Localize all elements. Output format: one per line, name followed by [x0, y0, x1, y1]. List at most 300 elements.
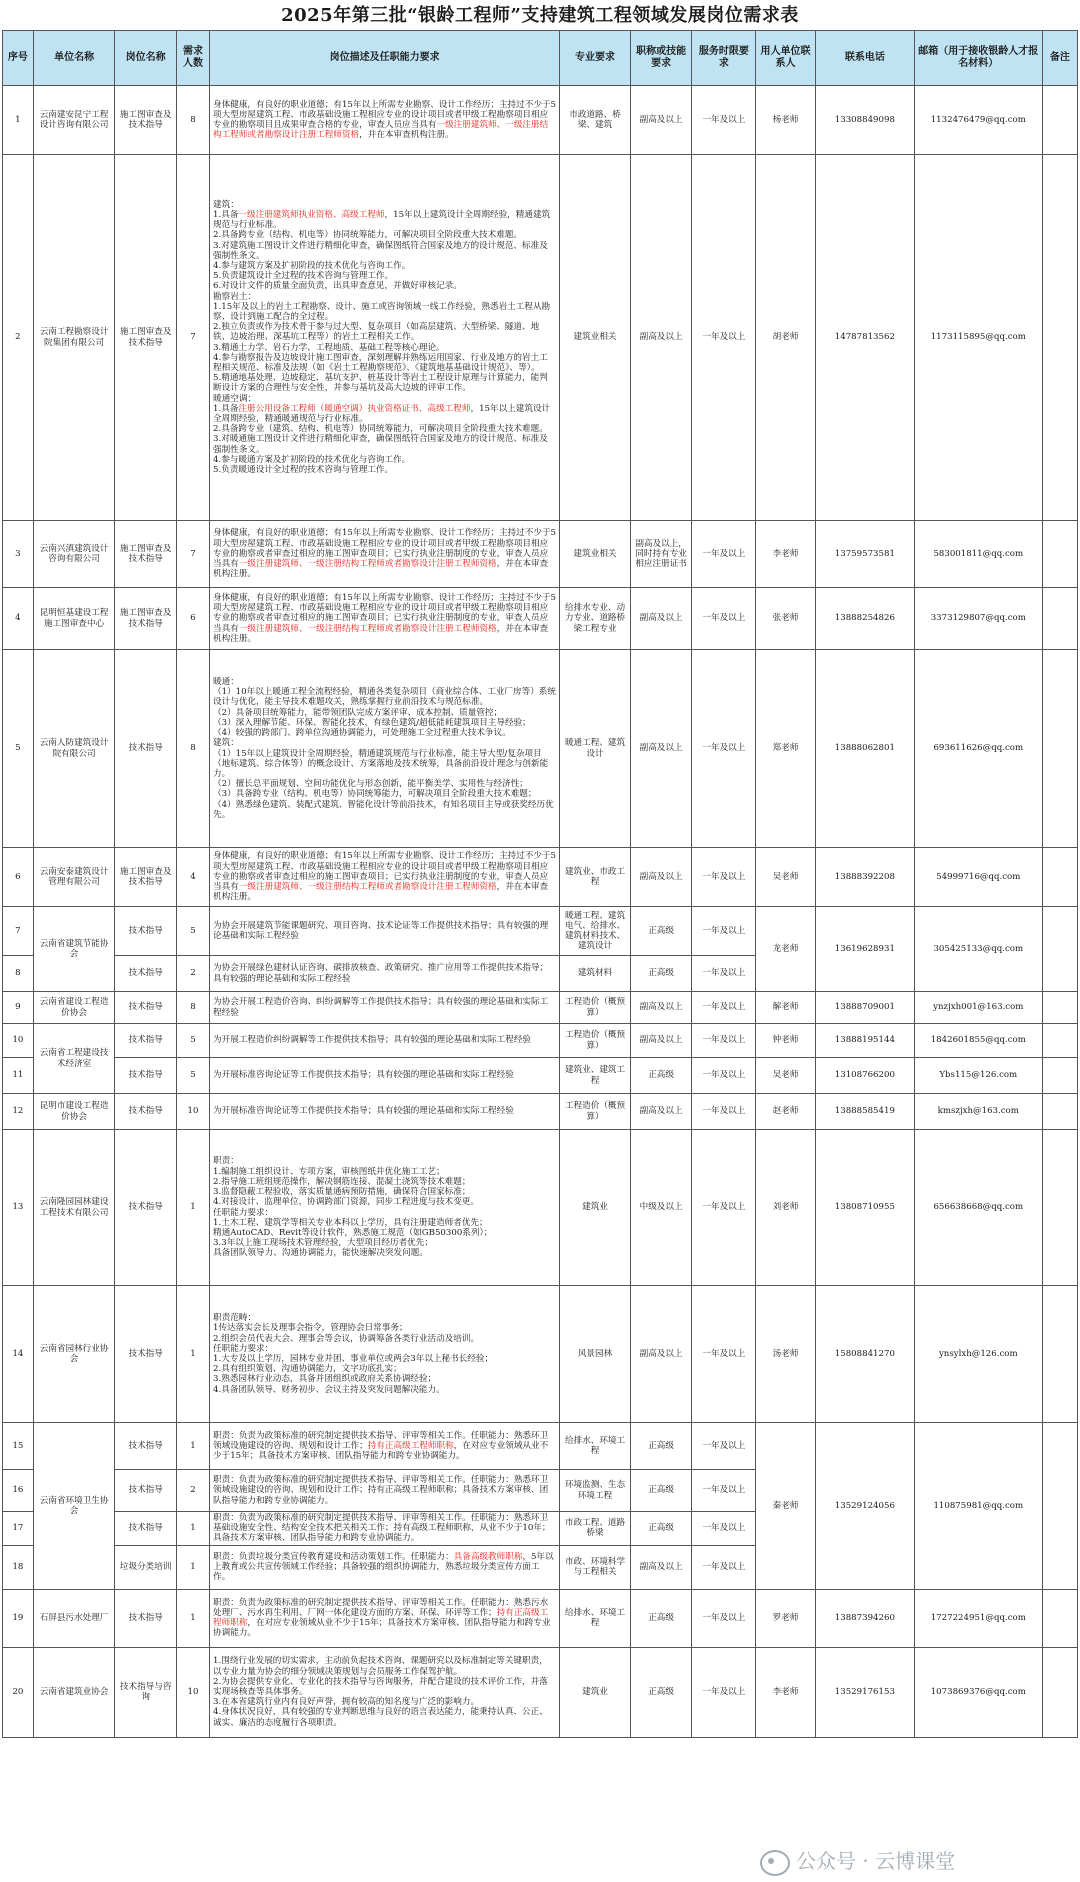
cell-title-req: 中级及以上	[630, 1130, 692, 1286]
cell-org: 云南省环境卫生协会	[33, 1423, 115, 1590]
desc-line: 1.土木工程、建筑学等相关专业本科以上学历，具有注册建造师者优先；	[213, 1217, 488, 1228]
desc-section-title: 暖通空调：	[213, 393, 257, 404]
desc-line: 1.围绕行业发展的切实需求，主动前负起技术咨询、课题研究以及标准制定等关键职责，以专业力量为协会的细分领域决策规划与会员服务工作保驾护航。	[213, 1656, 548, 1677]
table-row	[3, 1130, 1078, 1286]
cell-org: 云南人防建筑设计院有限公司	[33, 650, 115, 848]
cell-service: 一年及以上	[692, 1589, 756, 1647]
cell-contact: 李老师	[756, 1647, 815, 1737]
desc-line: 4.具备团队领导、财务初步、会议主持及突发问题解决能力。	[213, 1384, 445, 1395]
cell-no: 13	[3, 1130, 34, 1286]
cell-desc: 为协会开展绿色建材认证咨询、碳排放核查、政策研究、推广应用等工作提供技术指导；具有较强的理论基础和实际工程经验	[210, 956, 560, 992]
cell-contact: 赵老师	[756, 1094, 815, 1130]
col-email: 邮箱（用于接收银龄人才报名材料）	[914, 31, 1042, 86]
cell-contact: 李老师	[756, 521, 815, 588]
cell-count: 1	[177, 1589, 210, 1647]
cell-service: 一年及以上	[692, 588, 756, 650]
watermark-text: 公众号 · 云博课堂	[796, 1849, 956, 1873]
cell-phone: 13888254826	[815, 588, 914, 650]
cell-major: 建筑业、建筑工程	[560, 1058, 630, 1094]
desc-highlight: 注册公用设备工程师（暖通空调）执业资格证书、高级工程师	[238, 403, 471, 414]
desc-highlight: 一级注册建筑师、一级注册结构工程师或者勘察设计注册工程师资格	[238, 623, 497, 634]
cell-contact: 张老师	[756, 588, 815, 650]
cell-email: 305425133@qq.com	[914, 907, 1042, 992]
cell-service: 一年及以上	[692, 907, 756, 956]
wechat-icon	[760, 1850, 790, 1876]
desc-line: 3.在本省建筑行业内有良好声誉，拥有较高的知名度与广泛的影响力。	[213, 1697, 480, 1708]
cell-org: 云南隆园园林建设工程技术有限公司	[33, 1130, 115, 1286]
desc-section-title: 勘察岩土：	[213, 291, 257, 302]
cell-org: 云南省园林行业协会	[33, 1286, 115, 1423]
desc-line: （4）较强的跨部门、跨单位沟通协调能力，可处理施工全过程重大技术争议。	[213, 728, 511, 739]
desc-line: 4.对接设计、监理单位，协调跨部门资源，同步工程进度与技术变更。	[213, 1197, 480, 1208]
cell-org: 石屏县污水处理厂	[33, 1589, 115, 1647]
table-row	[3, 155, 1078, 521]
cell-service: 一年及以上	[692, 1512, 756, 1546]
cell-title-req: 正高级	[630, 1512, 692, 1546]
desc-line: 6.对设计文件的质量全面负责，出具审查意见，并做好审核记录。	[213, 281, 462, 292]
cell-email: 1842601855@qq.com	[914, 1024, 1042, 1058]
cell-major: 工程造价（概预算）	[560, 1094, 630, 1130]
cell-email: 3373129807@qq.com	[914, 588, 1042, 650]
cell-no: 16	[3, 1470, 34, 1512]
cell-contact: 解老师	[756, 992, 815, 1024]
table-row	[3, 1589, 1078, 1647]
cell-desc: 职责：负责为政策标准的研究制定提供技术指导、评审等相关工作。任职能力：熟悉污水处理厂、污水再生利用、厂网一体化建设方面的方案、环保、环评等工作；持有正高级工程师职称，在对应专业领域从业不少于15年；具备技术方案审核、团队指导能力和跨专业协调能力。	[210, 1589, 560, 1647]
cell-service: 一年及以上	[692, 848, 756, 907]
cell-note	[1042, 1423, 1077, 1590]
cell-post: 技术指导	[115, 1512, 177, 1546]
cell-email: 110875981@qq.com	[914, 1423, 1042, 1590]
cell-email: ynsylxh@126.com	[914, 1286, 1042, 1423]
cell-post: 技术指导	[115, 956, 177, 992]
desc-line: 4.参与建筑方案及扩初阶段的技术优化与咨询工作。	[213, 260, 411, 271]
cell-email: 583001811@qq.com	[914, 521, 1042, 588]
cell-count: 8	[177, 650, 210, 848]
cell-note	[1042, 907, 1077, 992]
cell-note	[1042, 155, 1077, 521]
cell-count: 1	[177, 1545, 210, 1589]
desc-lines	[213, 677, 556, 820]
cell-service: 一年及以上	[692, 1286, 756, 1423]
cell-email: 54999716@qq.com	[914, 848, 1042, 907]
cell-count: 1	[177, 1512, 210, 1546]
cell-no: 8	[3, 956, 34, 992]
table-row	[3, 1058, 1078, 1094]
table-row	[3, 588, 1078, 650]
cell-count: 5	[177, 1024, 210, 1058]
cell-post: 技术指导	[115, 1024, 177, 1058]
cell-contact: 秦老师	[756, 1423, 815, 1590]
table-row	[3, 992, 1078, 1024]
cell-count: 7	[177, 155, 210, 521]
cell-count: 1	[177, 1423, 210, 1470]
cell-count: 1	[177, 1130, 210, 1286]
cell-no: 1	[3, 86, 34, 155]
cell-major: 暖通工程、建筑电气、给排水、建筑材料技术、建筑设计	[560, 907, 630, 956]
cell-desc: 为协会开展建筑节能课题研究、项目咨询、技术论证等工作提供技术指导；具有较强的理论基础和实际工程经验	[210, 907, 560, 956]
cell-desc: 身体健康，有良好的职业道德；有15年以上所需专业勘察、设计工作经历；主持过不少于5项大型房屋建筑工程、市政基础设施工程相应专业的设计项目或者甲级工程勘察项目相应专业的勘察或者审查过相应的施工图审查项目；已实行执业注册制度的专业，审查人员应当具有一级注册建筑师、一级注册结构工程师或者勘察设计注册工程师资格，并在本审查机构注册。	[210, 521, 560, 588]
cell-post: 技术指导	[115, 1094, 177, 1130]
desc-line: 3.精通土力学、岩石力学、工程地质、基础工程等核心理论。	[213, 342, 445, 353]
cell-email: 1132476479@qq.com	[914, 86, 1042, 155]
cell-title-req: 正高级	[630, 1470, 692, 1512]
desc-line: 任职能力要求：	[213, 1343, 274, 1354]
table-row	[3, 1024, 1078, 1058]
cell-desc: 职责：负责为政策标准的研究制定提供技术指导、评审等相关工作。任职能力：熟悉环卫领域设施建设的咨询、规划和设计工作；持有正高级工程师职称，在对应专业领域从业不少于15年；具备技术方案审核、团队指导能力和跨专业协调能力。	[210, 1423, 560, 1470]
desc-text: ，并在本审查机构注册。	[359, 130, 454, 141]
desc-line: 1.具备注册公用设备工程师（暖通空调）执业资格证书、高级工程师，15年以上建筑设计全周期经验，精通暖通规范与行业标准。	[213, 403, 551, 425]
desc-highlight: 一级注册建筑师、一级注册结构工程师或者勘察设计注册工程师资格	[238, 882, 497, 893]
desc-line: （2）具备项目统筹能力，能带领团队完成方案评审、成本控制、质量管控；	[213, 707, 503, 718]
table-row	[3, 1094, 1078, 1130]
cell-contact: 胡老师	[756, 155, 815, 521]
desc-section-title: 建筑：	[213, 199, 239, 210]
desc-line: 2.为协会提供专业化、专业化的技术指导与咨询服务，并配合建设的技术评价工作，并落实现场核查等具体事务。	[213, 1676, 548, 1697]
cell-title-req: 正高级	[630, 956, 692, 992]
cell-note	[1042, 1286, 1077, 1423]
cell-phone: 13888392208	[815, 848, 914, 907]
cell-no: 7	[3, 907, 34, 956]
cell-major: 市政工程、道路桥梁	[560, 1512, 630, 1546]
cell-count: 7	[177, 521, 210, 588]
desc-lines	[213, 1656, 556, 1727]
desc-lines	[213, 1313, 556, 1395]
cell-phone: 13887394260	[815, 1589, 914, 1647]
desc-highlight: 持有正高级工程师职称	[213, 1607, 549, 1629]
cell-desc: 为开展标准咨询论证等工作提供技术指导；具有较强的理论基础和实际工程经验	[210, 1058, 560, 1094]
cell-major: 风景园林	[560, 1286, 630, 1423]
cell-note	[1042, 1130, 1077, 1286]
cell-count: 2	[177, 1470, 210, 1512]
cell-title-req: 副高及以上	[630, 992, 692, 1024]
cell-note	[1042, 650, 1077, 848]
cell-desc: 身体健康，有良好的职业道德；有15年以上所需专业勘察、设计工作经历；主持过不少于5项大型房屋建筑工程、市政基础设施工程相应专业的设计项目或者甲级工程勘察项目相应专业的勘察或者审查过相应的施工图审查项目；已实行执业注册制度的专业，审查人员应当具有一级注册建筑师、一级注册结构工程师或者勘察设计注册工程师资格，并在本审查机构注册。	[210, 848, 560, 907]
cell-phone: 13529124056	[815, 1423, 914, 1590]
table-row	[3, 521, 1078, 588]
cell-service: 一年及以上	[692, 1094, 756, 1130]
col-desc: 岗位描述及任职能力要求	[210, 31, 560, 86]
cell-service: 一年及以上	[692, 1470, 756, 1512]
cell-email: 1173115895@qq.com	[914, 155, 1042, 521]
desc-lines	[213, 302, 556, 394]
cell-major: 给排水、环境工程	[560, 1423, 630, 1470]
cell-phone: 13308849098	[815, 86, 914, 155]
cell-desc: 为协会开展工程造价咨询、纠纷调解等工作提供技术指导；具有较强的理论基础和实际工程经验	[210, 992, 560, 1024]
cell-major: 建筑业、市政工程	[560, 848, 630, 907]
desc-line: 3.对暖通施工图设计文件进行精细化审查，确保图纸符合国家及地方的设计规范、标准及强制性条文。	[213, 434, 548, 455]
cell-major: 市政、环境科学与工程相关	[560, 1545, 630, 1589]
cell-note	[1042, 1647, 1077, 1737]
cell-contact: 钟老师	[756, 1024, 815, 1058]
cell-org: 云南建安昆宁工程设计咨询有限公司	[33, 86, 115, 155]
cell-major: 环境监测、生态环境工程	[560, 1470, 630, 1512]
desc-lines	[213, 424, 556, 475]
desc-line: 4.参与勘察报告及边坡设计施工图审查，深刻理解并熟练运用国家、行业及地方的岩土工程相关规范、标准及法规（如《岩土工程勘察规范》、《建筑地基基础设计规范》、等）。	[213, 352, 548, 373]
cell-title-req: 副高及以上	[630, 1094, 692, 1130]
cell-phone: 13888585419	[815, 1094, 914, 1130]
desc-line: 4.身体状况良好，具有较强的专业判断思维与良好的语言表达能力，能秉持认真、公正、诚实、廉洁的态度履行各项职责。	[213, 1707, 548, 1728]
cell-email: 656638668@qq.com	[914, 1130, 1042, 1286]
desc-line: 建筑：	[213, 738, 239, 749]
cell-post: 施工图审查及技术指导	[115, 521, 177, 588]
cell-major: 建筑业相关	[560, 521, 630, 588]
cell-post: 技术指导	[115, 1058, 177, 1094]
cell-no: 15	[3, 1423, 34, 1470]
cell-major: 暖通工程、建筑设计	[560, 650, 630, 848]
cell-post: 垃圾分类培训	[115, 1545, 177, 1589]
cell-post: 技术指导与咨询	[115, 1647, 177, 1737]
cell-major: 给排水、环境工程	[560, 1589, 630, 1647]
table-row	[3, 848, 1078, 907]
table-row	[3, 907, 1078, 956]
desc-text: 身体健康，有良好的职业道德；有15年以上所需专业勘察、设计工作经历；主持过不少于5项大型房屋建筑工程、市政基础设施工程相应专业的设计项目或者甲级工程勘察项目相应专业的勘察项目且成果审查合格的专业，审查人员应当具有	[213, 99, 556, 130]
col-phone: 联系电话	[815, 31, 914, 86]
cell-contact: 龙老师	[756, 907, 815, 992]
cell-org: 云南安泰建筑设计管理有限公司	[33, 848, 115, 907]
cell-desc: 职责：负责垃圾分类宣传教育建设和活动策划工作。任职能力：具备高级教师职称，5年以上教育或公共宣传领域工作经验；具备较强的组织协调能力，熟悉垃圾分类宣传方面工作。	[210, 1545, 560, 1589]
cell-service: 一年及以上	[692, 1545, 756, 1589]
cell-title-req: 正高级	[630, 1589, 692, 1647]
cell-note	[1042, 1024, 1077, 1058]
cell-post: 施工图审查及技术指导	[115, 848, 177, 907]
col-title-req: 职称或技能要求	[630, 31, 692, 86]
cell-desc: 身体健康，有良好的职业道德；有15年以上所需专业勘察、设计工作经历；主持过不少于5项大型房屋建筑工程、市政基础设施工程相应专业的设计项目或者甲级工程勘察项目相应专业的勘察或者审查过相应的施工图审查项目；已实行执业注册制度的专业，审查人员应当具有一级注册建筑师、一级注册结构工程师或者勘察设计注册工程师资格，并在本审查机构注册。	[210, 588, 560, 650]
cell-service: 一年及以上	[692, 1130, 756, 1286]
desc-line: 2.具备跨专业（建筑、结构、机电等）协同统筹能力，可解决项目全阶段重大技术难题。	[213, 424, 548, 435]
col-org: 单位名称	[33, 31, 115, 86]
desc-line: 2.具有组织策划、沟通协调能力，文字功底扎实；	[213, 1364, 402, 1375]
cell-major: 给排水专业、动力专业、道路桥梁工程专业	[560, 588, 630, 650]
cell-title-req: 副高及以上	[630, 86, 692, 155]
cell-service: 一年及以上	[692, 992, 756, 1024]
page-title: 2025年第三批“银龄工程师”支持建筑工程领域发展岗位需求表	[281, 5, 799, 26]
desc-line: 5.负责建筑设计全过程的技术咨询与管理工作。	[213, 271, 394, 282]
cell-desc	[210, 1286, 560, 1423]
cell-service: 一年及以上	[692, 1423, 756, 1470]
cell-contact: 罗老师	[756, 1589, 815, 1647]
cell-title-req: 正高级	[630, 1058, 692, 1094]
desc-line: 3.熟悉园林行业动态，具备并团组织或政府关系协调经验；	[213, 1374, 437, 1385]
job-demand-table	[2, 30, 1078, 1738]
desc-line: 1.15年及以上的岩土工程勘察、设计、施工或咨询领域一线工作经验，熟悉岩土工程从勘察、设计到施工配合的全过程。	[213, 301, 551, 322]
cell-count: 8	[177, 992, 210, 1024]
watermark	[760, 1845, 1080, 1877]
cell-note	[1042, 86, 1077, 155]
col-count: 需求人数	[177, 31, 210, 86]
header-row	[3, 31, 1078, 86]
cell-contact: 吴老师	[756, 848, 815, 907]
cell-no: 11	[3, 1058, 34, 1094]
cell-phone: 13888709001	[815, 992, 914, 1024]
desc-line: 5.精通地基处理、边坡稳定、基坑支护、桩基设计等岩土工程设计原理与计算能力，能判断设计方案的合理性与安全性，并参与基坑及高大边坡的评审工作。	[213, 373, 548, 394]
cell-contact: 汤老师	[756, 1286, 815, 1423]
cell-title-req: 副高及以上	[630, 1545, 692, 1589]
cell-phone: 13108766200	[815, 1058, 914, 1094]
desc-line: 2.具备跨专业（结构、机电等）协同统筹能力，可解决项目全阶段重大技术难题。	[213, 230, 523, 241]
cell-post: 技术指导	[115, 1589, 177, 1647]
desc-line: 3.3年以上施工现场技术管理经验，大型项目经历者优先；	[213, 1238, 433, 1249]
cell-title-req: 副高及以上	[630, 1024, 692, 1058]
col-post: 岗位名称	[115, 31, 177, 86]
cell-desc: 职责：负责为政策标准的研究制定提供技术指导、评审等相关工作。任职能力：熟悉环卫领域设施建设的咨询、规划和设计工作；持有正高级工程师职称；具备技术方案审核、团队指导能力和跨专业协调能力。	[210, 1470, 560, 1512]
cell-no: 4	[3, 588, 34, 650]
cell-note	[1042, 1094, 1077, 1130]
desc-line: 4.参与暖通方案及扩初阶段的技术优化与咨询工作。	[213, 454, 411, 465]
cell-count: 5	[177, 907, 210, 956]
cell-count: 6	[177, 588, 210, 650]
cell-service: 一年及以上	[692, 155, 756, 521]
cell-post: 技术指导	[115, 992, 177, 1024]
cell-desc: 为开展标准咨询论证等工作提供技术指导；具有较强的理论基础和实际工程经验	[210, 1094, 560, 1130]
desc-line: 1.大专及以上学历，园林专业并团、事业单位或两会3年以上秘书长经验；	[213, 1354, 494, 1364]
cell-phone: 15808841270	[815, 1286, 914, 1423]
cell-note	[1042, 521, 1077, 588]
cell-service: 一年及以上	[692, 1058, 756, 1094]
desc-line: 1传达落实会长及理事会指令，管理协会日常事务；	[213, 1323, 408, 1334]
desc-line: 职责范畴：	[213, 1313, 257, 1324]
desc-line: 1.编制施工组织设计、专项方案，审核图纸并优化施工工艺；	[213, 1166, 445, 1177]
desc-highlight: 具备高级教师职称	[453, 1551, 523, 1562]
desc-line: 3.对建筑施工图设计文件进行精细化审查，确保图纸符合国家及地方的设计规范、标准及强制性条文。	[213, 240, 548, 261]
desc-line: 具备团队领导力、沟通协调能力，能快速解决突发问题。	[213, 1248, 428, 1259]
cell-note	[1042, 1058, 1077, 1094]
cell-title-req: 副高及以上	[630, 848, 692, 907]
cell-contact: 刘老师	[756, 1130, 815, 1286]
table-row	[3, 86, 1078, 155]
desc-line: 3.监督隐蔽工程验收，落实质量通病预防措施，确保符合国家标准；	[213, 1187, 471, 1198]
cell-org: 云南兴滇建筑设计咨询有限公司	[33, 521, 115, 588]
cell-note	[1042, 588, 1077, 650]
cell-email: kmszjxh@163.com	[914, 1094, 1042, 1130]
cell-org: 云南省建设工程造价协会	[33, 992, 115, 1024]
cell-desc: 为开展工程造价纠纷调解等工作提供技术指导；具有较强的理论基础和实际工程经验	[210, 1024, 560, 1058]
desc-highlight: 一级注册建筑师、一级注册结构工程师或者勘察设计注册工程师资格	[213, 120, 549, 141]
cell-service: 一年及以上	[692, 86, 756, 155]
cell-title-req: 正高级	[630, 1647, 692, 1737]
cell-phone: 13888195144	[815, 1024, 914, 1058]
cell-email: 1727224951@qq.com	[914, 1589, 1042, 1647]
desc-line: 任职能力要求：	[213, 1207, 274, 1218]
col-major: 专业要求	[560, 31, 630, 86]
desc-line: 5.负责暖通设计全过程的技术咨询与管理工作。	[213, 465, 394, 476]
cell-title-req: 正高级	[630, 1423, 692, 1470]
cell-count: 10	[177, 1094, 210, 1130]
desc-lines	[213, 1156, 556, 1258]
desc-line: （2）擅长总平面规划、空间功能优化与形态创新，能平衡美学、实用性与经济性；	[213, 779, 528, 790]
desc-highlight: 一级注册建筑师执业资格、高级工程师	[238, 209, 385, 220]
cell-title-req: 正高级	[630, 907, 692, 956]
cell-major: 建筑业	[560, 1130, 630, 1286]
cell-title-req: 副高及以上	[630, 155, 692, 521]
cell-post: 技术指导	[115, 1423, 177, 1470]
desc-line: 2.组织会员代表大会、理事会等会议，协调筹备各类行业活动及培训。	[213, 1333, 480, 1344]
desc-line: 2.指导施工班组规范操作，解决钢筋连接、混凝土浇筑等技术难题；	[213, 1176, 471, 1187]
cell-service: 一年及以上	[692, 1024, 756, 1058]
cell-major: 建筑材料	[560, 956, 630, 992]
desc-line: （4）熟悉绿色建筑、装配式建筑、智能化设计等前沿技术，有知名项目主导或获奖经历优先。	[213, 799, 554, 820]
col-service: 服务时限要求	[692, 31, 756, 86]
cell-no: 10	[3, 1024, 34, 1058]
cell-no: 18	[3, 1545, 34, 1589]
cell-major: 建筑业相关	[560, 155, 630, 521]
cell-note	[1042, 992, 1077, 1024]
cell-post: 施工图审查及技术指导	[115, 86, 177, 155]
cell-contact: 吴老师	[756, 1058, 815, 1094]
cell-phone: 14787813562	[815, 155, 914, 521]
cell-org: 云南省建筑业协会	[33, 1647, 115, 1737]
cell-phone: 13808710955	[815, 1130, 914, 1286]
cell-count: 2	[177, 956, 210, 992]
desc-line: 暖通：	[213, 677, 239, 688]
cell-no: 6	[3, 848, 34, 907]
cell-title-req: 副高及以上	[630, 588, 692, 650]
cell-email: Ybs115@126.com	[914, 1058, 1042, 1094]
cell-desc	[210, 155, 560, 521]
cell-title-req: 副高及以上	[630, 1286, 692, 1423]
cell-org: 云南省建筑节能协会	[33, 907, 115, 992]
table-row	[3, 650, 1078, 848]
col-no: 序号	[3, 31, 34, 86]
cell-org: 昆明恒基建设工程施工图审查中心	[33, 588, 115, 650]
desc-highlight: 持有正高级工程师职称	[367, 1440, 454, 1451]
cell-count: 1	[177, 1286, 210, 1423]
cell-post: 技术指导	[115, 1130, 177, 1286]
cell-post: 施工图审查及技术指导	[115, 588, 177, 650]
cell-no: 3	[3, 521, 34, 588]
table-row	[3, 1286, 1078, 1423]
desc-line: 1.具备一级注册建筑师执业资格、高级工程师，15年以上建筑设计全周期经验，精通建筑规范与行业标准。	[213, 209, 551, 231]
cell-post: 技术指导	[115, 1470, 177, 1512]
col-contact: 用人单位联系人	[756, 31, 815, 86]
cell-service: 一年及以上	[692, 1647, 756, 1737]
table-row	[3, 1647, 1078, 1737]
cell-note	[1042, 1589, 1077, 1647]
cell-phone: 13619628931	[815, 907, 914, 992]
cell-desc	[210, 1647, 560, 1737]
cell-email: 693611626@qq.com	[914, 650, 1042, 848]
desc-line: （3）深入理解节能、环保、智能化技术，有绿色建筑/超低能耗建筑项目主导经验；	[213, 717, 531, 728]
cell-post: 技术指导	[115, 907, 177, 956]
cell-no: 14	[3, 1286, 34, 1423]
cell-email: 1073869376@qq.com	[914, 1647, 1042, 1737]
cell-desc: 职责：负责为政策标准的研究制定提供技术指导、评审等相关工作。任职能力：熟悉环卫基础设施安全性、结构安全技术把关相关工作；持有高级工程师职称，从业不少于10年；具备技术方案审核、团队指导能力和跨专业协调能力。	[210, 1512, 560, 1546]
cell-service: 一年及以上	[692, 650, 756, 848]
cell-major: 工程造价（概预算）	[560, 1024, 630, 1058]
cell-title-req: 副高及以上，同时持有专业相应注册证书	[630, 521, 692, 588]
table-row	[3, 1423, 1078, 1470]
cell-desc	[210, 650, 560, 848]
desc-line: （1）10年以上暖通工程全流程经验，精通各类复杂项目（商业综合体、工业厂房等）系统设计与优化，能主导技术难题攻关，熟练掌握行业前沿技术与规范标准。	[213, 687, 556, 708]
desc-line: （1）15年以上建筑设计全周期经验，精通建筑规范与行业标准，能主导大型/复杂项目（地标建筑、综合体等）的概念设计、方案落地及技术统筹，具备前沿设计理念与创新能力。	[213, 748, 549, 779]
cell-org: 云南工程勘察设计院集团有限公司	[33, 155, 115, 521]
desc-lines	[213, 230, 556, 291]
cell-phone: 13529176153	[815, 1647, 914, 1737]
cell-org: 云南省工程建设技术经济室	[33, 1024, 115, 1094]
cell-major: 市政道路、桥梁、建筑	[560, 86, 630, 155]
cell-count: 10	[177, 1647, 210, 1737]
cell-no: 12	[3, 1094, 34, 1130]
cell-no: 9	[3, 992, 34, 1024]
desc-line: 职责：	[213, 1156, 239, 1167]
cell-no: 19	[3, 1589, 34, 1647]
cell-no: 2	[3, 155, 34, 521]
cell-service: 一年及以上	[692, 956, 756, 992]
cell-note	[1042, 848, 1077, 907]
cell-major: 建筑业	[560, 1647, 630, 1737]
cell-count: 5	[177, 1058, 210, 1094]
desc-highlight: 一级注册建筑师、一级注册结构工程师或者勘察设计注册工程师资格	[238, 559, 497, 570]
cell-desc	[210, 86, 560, 155]
